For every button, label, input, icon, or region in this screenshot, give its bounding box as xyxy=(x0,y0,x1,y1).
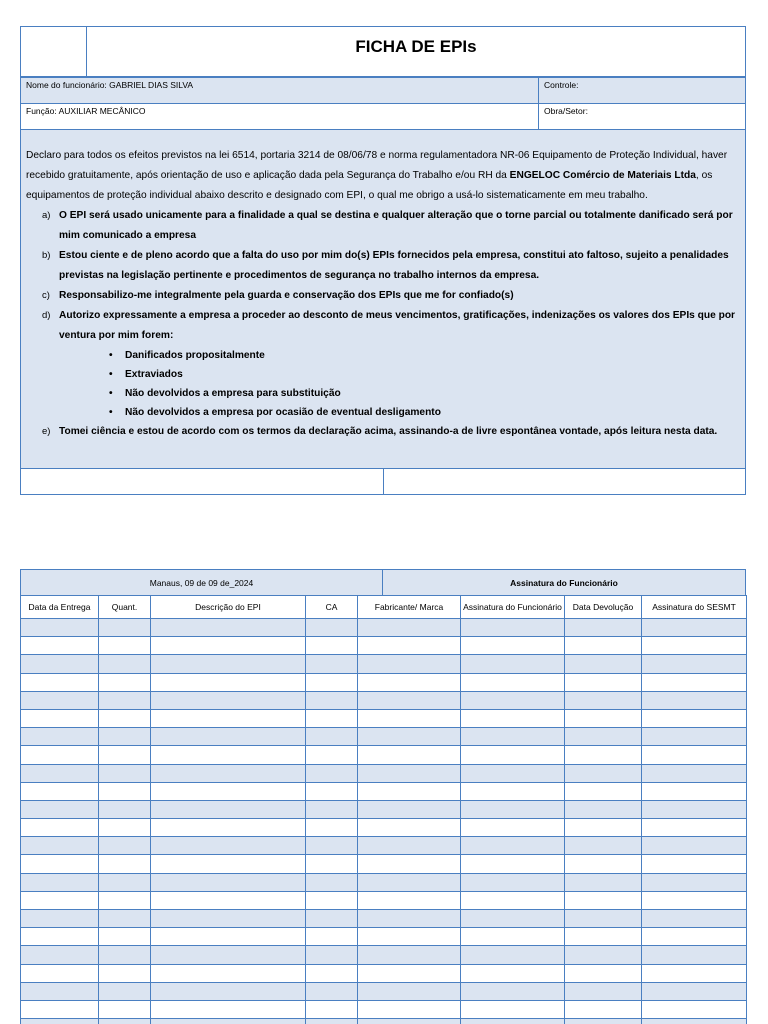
table-cell[interactable] xyxy=(21,837,99,855)
table-cell[interactable] xyxy=(21,855,99,873)
table-cell[interactable] xyxy=(306,673,358,691)
declaration-item-d xyxy=(26,306,737,422)
table-cell[interactable] xyxy=(151,891,306,909)
table-cell[interactable] xyxy=(642,619,747,637)
table-cell[interactable] xyxy=(21,873,99,891)
bullet-text: Não devolvidos a empresa por ocasião de eventual desligamento xyxy=(125,407,441,418)
item-text: O EPI será usado unicamente para a finalidade a qual se destina e qualquer alteração que o torne parcial ou totalmente danificado será por mim comunicado a empresa xyxy=(59,210,733,241)
table-cell[interactable] xyxy=(306,964,358,982)
table-cell[interactable] xyxy=(565,855,642,873)
item-text: Estou ciente e de pleno acordo que a falta do uso por mim do(s) EPIs fornecidos pela empresa, constitui ato faltoso, sujeito a penalidades previstas na legislação pertinente e procedimentos de segurança no trabalho internos da empresa. xyxy=(59,250,729,281)
table-cell[interactable] xyxy=(306,709,358,727)
table-cell[interactable] xyxy=(151,800,306,818)
bullet-icon: • xyxy=(109,350,113,361)
bullet-icon: • xyxy=(109,369,113,380)
table-cell[interactable] xyxy=(151,982,306,1000)
table-cell[interactable] xyxy=(358,819,461,837)
column-header: Assinatura do SESMT xyxy=(642,596,747,619)
table-cell[interactable] xyxy=(151,637,306,655)
column-header: Data Devolução xyxy=(565,596,642,619)
column-header: Descrição do EPI xyxy=(151,596,306,619)
table-cell[interactable] xyxy=(358,782,461,800)
item-letter: a) xyxy=(42,210,51,221)
table-cell[interactable] xyxy=(99,873,151,891)
table-cell[interactable] xyxy=(461,764,565,782)
table-cell[interactable] xyxy=(151,837,306,855)
obra-setor-field: Obra/Setor: xyxy=(544,106,588,116)
table-cell[interactable] xyxy=(461,982,565,1000)
intro-text-2: , os equipamentos de proteção individual abaixo descrito e designado com EPI, o qual me obrigo a usá-lo sistematicamente em meu trabalho. xyxy=(26,170,713,201)
table-cell[interactable] xyxy=(151,819,306,837)
table-cell[interactable] xyxy=(99,891,151,909)
table-header-row xyxy=(21,596,747,619)
table-cell[interactable] xyxy=(306,746,358,764)
employee-signature-label: Assinatura do Funcionário xyxy=(510,577,618,588)
divider xyxy=(383,469,384,494)
employee-role-field: Função: AUXILIAR MECÂNICO xyxy=(21,104,539,129)
table-cell[interactable] xyxy=(565,800,642,818)
table-cell[interactable] xyxy=(99,964,151,982)
declaration-item-b xyxy=(26,246,737,286)
table-cell[interactable] xyxy=(565,1000,642,1018)
table-cell[interactable] xyxy=(99,910,151,928)
table-cell[interactable] xyxy=(358,855,461,873)
table-cell[interactable] xyxy=(461,673,565,691)
table-cell[interactable] xyxy=(358,800,461,818)
table-cell[interactable] xyxy=(461,728,565,746)
table-row xyxy=(21,1019,747,1024)
table-cell[interactable] xyxy=(461,873,565,891)
declaration-intro xyxy=(26,146,737,206)
bullet-list xyxy=(59,346,737,422)
table-row xyxy=(21,891,747,909)
bullet-item xyxy=(109,384,737,403)
bullet-item xyxy=(109,346,737,365)
employee-name-row xyxy=(20,78,746,104)
table-cell[interactable] xyxy=(151,619,306,637)
table-cell[interactable] xyxy=(461,928,565,946)
table-cell[interactable] xyxy=(306,819,358,837)
table-row xyxy=(21,673,747,691)
table-cell[interactable] xyxy=(358,964,461,982)
table-cell[interactable] xyxy=(99,655,151,673)
table-cell[interactable] xyxy=(642,964,747,982)
table-cell[interactable] xyxy=(642,837,747,855)
table-cell[interactable] xyxy=(306,855,358,873)
table-cell[interactable] xyxy=(461,782,565,800)
table-cell[interactable] xyxy=(151,673,306,691)
table-cell[interactable] xyxy=(565,819,642,837)
table-cell[interactable] xyxy=(461,837,565,855)
table-cell[interactable] xyxy=(99,728,151,746)
table-row xyxy=(21,873,747,891)
table-cell[interactable] xyxy=(99,1019,151,1024)
table-cell[interactable] xyxy=(151,746,306,764)
table-cell[interactable] xyxy=(461,1000,565,1018)
table-cell[interactable] xyxy=(565,946,642,964)
page-title: FICHA DE EPIs xyxy=(355,37,477,56)
table-cell[interactable] xyxy=(642,855,747,873)
table-cell[interactable] xyxy=(21,619,99,637)
table-cell[interactable] xyxy=(99,1000,151,1018)
table-cell[interactable] xyxy=(642,655,747,673)
table-cell[interactable] xyxy=(358,764,461,782)
table-cell[interactable] xyxy=(565,1019,642,1024)
table-cell[interactable] xyxy=(306,928,358,946)
declaration-item-a xyxy=(26,206,737,246)
table-cell[interactable] xyxy=(21,764,99,782)
item-letter: d) xyxy=(42,310,51,321)
bullet-text: Danificados propositalmente xyxy=(125,350,265,361)
table-cell[interactable] xyxy=(642,709,747,727)
table-cell[interactable] xyxy=(461,855,565,873)
table-cell[interactable] xyxy=(642,637,747,655)
bullet-item xyxy=(109,403,737,422)
table-cell[interactable] xyxy=(358,746,461,764)
column-header: Quant. xyxy=(99,596,151,619)
table-cell[interactable] xyxy=(358,728,461,746)
bullet-icon: • xyxy=(109,407,113,418)
table-cell[interactable] xyxy=(358,982,461,1000)
declaration-block xyxy=(20,130,746,469)
table-cell[interactable] xyxy=(358,655,461,673)
date-place: Manaus, 09 de 09 de_2024 xyxy=(21,570,383,595)
item-text: Responsabilizo-me integralmente pela guarda e conservação dos EPIs que me for confiado(s) xyxy=(59,290,514,301)
table-cell[interactable] xyxy=(642,782,747,800)
table-cell[interactable] xyxy=(461,746,565,764)
table-cell[interactable] xyxy=(306,1000,358,1018)
table-cell[interactable] xyxy=(461,946,565,964)
table-cell[interactable] xyxy=(99,928,151,946)
controle-field: Controle: xyxy=(544,80,579,90)
table-cell[interactable] xyxy=(151,855,306,873)
table-cell[interactable] xyxy=(306,946,358,964)
table-cell[interactable] xyxy=(21,946,99,964)
table-row xyxy=(21,655,747,673)
declaration-item-e xyxy=(26,422,737,442)
table-cell[interactable] xyxy=(99,982,151,1000)
table-cell[interactable] xyxy=(306,982,358,1000)
table-cell[interactable] xyxy=(99,746,151,764)
table-cell[interactable] xyxy=(565,709,642,727)
table-cell[interactable] xyxy=(306,910,358,928)
table-cell[interactable] xyxy=(358,1000,461,1018)
table-cell[interactable] xyxy=(151,928,306,946)
table-cell[interactable] xyxy=(642,800,747,818)
table-cell[interactable] xyxy=(642,673,747,691)
document-header xyxy=(20,26,746,78)
table-cell[interactable] xyxy=(358,928,461,946)
table-cell[interactable] xyxy=(151,709,306,727)
table-cell[interactable] xyxy=(565,782,642,800)
table-body xyxy=(21,619,747,1024)
table-cell[interactable] xyxy=(565,728,642,746)
table-row xyxy=(21,800,747,818)
table-cell[interactable] xyxy=(642,764,747,782)
table-cell[interactable] xyxy=(21,782,99,800)
table-cell[interactable] xyxy=(151,873,306,891)
item-letter: c) xyxy=(42,290,50,301)
table-cell[interactable] xyxy=(151,910,306,928)
table-cell[interactable] xyxy=(99,946,151,964)
table-cell[interactable] xyxy=(21,910,99,928)
table-cell[interactable] xyxy=(565,910,642,928)
table-cell[interactable] xyxy=(565,746,642,764)
table-cell[interactable] xyxy=(306,800,358,818)
table-row xyxy=(21,637,747,655)
item-text: Tomei ciência e estou de acordo com os termos da declaração acima, assinando-a de livre espontânea vontade, após leitura nesta data. xyxy=(59,426,718,437)
table-cell[interactable] xyxy=(21,819,99,837)
table-cell[interactable] xyxy=(642,1000,747,1018)
signature-header xyxy=(20,569,746,596)
table-cell[interactable] xyxy=(358,891,461,909)
table-row xyxy=(21,764,747,782)
table-cell[interactable] xyxy=(99,619,151,637)
table-cell[interactable] xyxy=(358,837,461,855)
table-cell[interactable] xyxy=(21,982,99,1000)
table-cell[interactable] xyxy=(306,637,358,655)
table-cell[interactable] xyxy=(565,637,642,655)
table-cell[interactable] xyxy=(21,964,99,982)
table-cell[interactable] xyxy=(306,728,358,746)
table-cell[interactable] xyxy=(99,691,151,709)
table-cell[interactable] xyxy=(99,800,151,818)
table-cell[interactable] xyxy=(565,619,642,637)
epi-table xyxy=(20,595,747,1024)
table-cell[interactable] xyxy=(99,764,151,782)
table-row xyxy=(21,782,747,800)
table-cell[interactable] xyxy=(642,1019,747,1024)
bullet-item xyxy=(109,365,737,384)
table-cell[interactable] xyxy=(151,691,306,709)
table-cell[interactable] xyxy=(565,873,642,891)
table-cell[interactable] xyxy=(461,891,565,909)
table-row xyxy=(21,910,747,928)
employee-role-row xyxy=(20,104,746,130)
table-cell[interactable] xyxy=(21,655,99,673)
table-cell[interactable] xyxy=(565,655,642,673)
table-cell[interactable] xyxy=(461,1019,565,1024)
table-cell[interactable] xyxy=(565,691,642,709)
table-cell[interactable] xyxy=(151,1019,306,1024)
table-cell[interactable] xyxy=(642,910,747,928)
declaration-items xyxy=(26,206,737,442)
column-header: Assinatura do Funcionário xyxy=(461,596,565,619)
table-cell[interactable] xyxy=(21,746,99,764)
bullet-icon: • xyxy=(109,388,113,399)
table-cell[interactable] xyxy=(642,982,747,1000)
table-row xyxy=(21,837,747,855)
table-cell[interactable] xyxy=(461,964,565,982)
table-cell[interactable] xyxy=(642,891,747,909)
intro-text-1: Declaro para todos os efeitos previstos na lei 6514, portaria 3214 de 08/06/78 e norma regulamentadora NR-06 Equipamento de Proteção Individual, haver recebido gratuitamente, após orientação de uso e aplicação dada pela Segurança do Trabalho e/ou RH da xyxy=(26,150,728,181)
table-cell[interactable] xyxy=(565,928,642,946)
table-cell[interactable] xyxy=(461,800,565,818)
table-cell[interactable] xyxy=(642,873,747,891)
table-row xyxy=(21,855,747,873)
table-cell[interactable] xyxy=(151,782,306,800)
table-cell[interactable] xyxy=(642,946,747,964)
table-cell[interactable] xyxy=(151,655,306,673)
table-cell[interactable] xyxy=(21,1019,99,1024)
item-text: Autorizo expressamente a empresa a proceder ao desconto de meus vencimentos, gratificações, indenizações os valores dos EPIs que por ventura por mim forem: xyxy=(59,310,736,341)
table-cell[interactable] xyxy=(565,837,642,855)
table-cell[interactable] xyxy=(461,655,565,673)
company-name: ENGELOC Comércio de Materiais Ltda xyxy=(509,170,696,181)
table-cell[interactable] xyxy=(306,655,358,673)
table-row xyxy=(21,964,747,982)
item-letter: b) xyxy=(42,250,51,261)
table-cell[interactable] xyxy=(99,837,151,855)
declaration-item-c xyxy=(26,286,737,306)
table-cell[interactable] xyxy=(306,873,358,891)
table-cell[interactable] xyxy=(358,637,461,655)
item-letter: e) xyxy=(42,426,51,437)
table-row xyxy=(21,928,747,946)
table-cell[interactable] xyxy=(358,673,461,691)
table-cell[interactable] xyxy=(306,764,358,782)
table-cell[interactable] xyxy=(565,891,642,909)
table-cell[interactable] xyxy=(21,691,99,709)
column-header: Data da Entrega xyxy=(21,596,99,619)
table-cell[interactable] xyxy=(99,855,151,873)
table-cell[interactable] xyxy=(21,800,99,818)
table-cell[interactable] xyxy=(358,946,461,964)
table-cell[interactable] xyxy=(151,764,306,782)
table-row xyxy=(21,819,747,837)
table-cell[interactable] xyxy=(99,819,151,837)
table-cell[interactable] xyxy=(358,910,461,928)
table-cell[interactable] xyxy=(461,619,565,637)
table-cell[interactable] xyxy=(21,728,99,746)
table-cell[interactable] xyxy=(358,1019,461,1024)
table-cell[interactable] xyxy=(461,637,565,655)
table-cell[interactable] xyxy=(21,1000,99,1018)
table-cell[interactable] xyxy=(151,728,306,746)
table-cell[interactable] xyxy=(21,637,99,655)
employee-name-field: Nome do funcionário: GABRIEL DIAS SILVA xyxy=(21,78,539,103)
table-cell[interactable] xyxy=(21,891,99,909)
table-cell[interactable] xyxy=(306,619,358,637)
table-cell[interactable] xyxy=(21,673,99,691)
table-row xyxy=(21,619,747,637)
table-cell[interactable] xyxy=(565,673,642,691)
table-cell[interactable] xyxy=(306,837,358,855)
table-cell[interactable] xyxy=(358,709,461,727)
table-cell[interactable] xyxy=(306,691,358,709)
table-cell[interactable] xyxy=(461,709,565,727)
column-header: CA xyxy=(306,596,358,619)
bullet-text: Não devolvidos a empresa para substituição xyxy=(125,388,341,399)
table-cell[interactable] xyxy=(99,673,151,691)
table-cell[interactable] xyxy=(306,782,358,800)
table-row xyxy=(21,946,747,964)
table-cell[interactable] xyxy=(151,946,306,964)
table-cell[interactable] xyxy=(358,873,461,891)
bullet-text: Extraviados xyxy=(125,369,183,380)
table-cell[interactable] xyxy=(358,619,461,637)
table-row xyxy=(21,709,747,727)
table-cell[interactable] xyxy=(151,1000,306,1018)
table-cell[interactable] xyxy=(642,746,747,764)
table-cell[interactable] xyxy=(99,709,151,727)
table-cell[interactable] xyxy=(642,691,747,709)
table-cell[interactable] xyxy=(21,928,99,946)
table-row xyxy=(21,691,747,709)
table-cell[interactable] xyxy=(642,928,747,946)
table-cell[interactable] xyxy=(461,910,565,928)
table-cell[interactable] xyxy=(642,819,747,837)
table-cell[interactable] xyxy=(21,709,99,727)
table-cell[interactable] xyxy=(306,1019,358,1024)
blank-signature-row xyxy=(20,469,746,495)
table-cell[interactable] xyxy=(461,819,565,837)
table-cell[interactable] xyxy=(99,782,151,800)
table-cell[interactable] xyxy=(565,982,642,1000)
column-header: Fabricante/ Marca xyxy=(358,596,461,619)
table-row xyxy=(21,728,747,746)
table-cell[interactable] xyxy=(565,964,642,982)
table-cell[interactable] xyxy=(642,728,747,746)
table-cell[interactable] xyxy=(151,964,306,982)
table-row xyxy=(21,1000,747,1018)
table-cell[interactable] xyxy=(99,637,151,655)
table-row xyxy=(21,982,747,1000)
table-cell[interactable] xyxy=(306,891,358,909)
table-cell[interactable] xyxy=(358,691,461,709)
table-cell[interactable] xyxy=(461,691,565,709)
logo-cell xyxy=(21,27,87,76)
table-row xyxy=(21,746,747,764)
table-cell[interactable] xyxy=(565,764,642,782)
